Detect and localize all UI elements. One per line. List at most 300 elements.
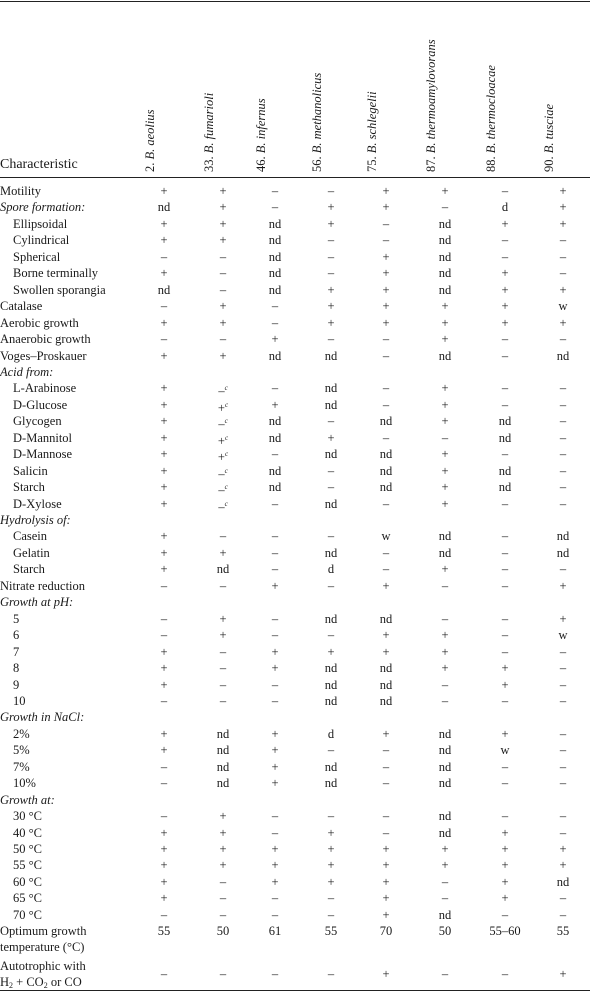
table-cell: [425, 726, 465, 742]
row-label-text: 8: [13, 661, 20, 676]
table-cell: [485, 578, 525, 594]
cell-value: –: [559, 743, 567, 758]
column-header-8: [542, 104, 556, 172]
label-fragment: or CO: [47, 975, 82, 990]
row-label-text: Casein: [13, 529, 48, 544]
row-label: [13, 660, 19, 676]
row-label-text: 55 °C: [13, 858, 42, 873]
row-label-text: Nitrate reduction: [0, 578, 86, 593]
table-cell: [425, 825, 465, 841]
cell-value: nd: [379, 414, 393, 429]
species-name: B. methanolicus: [310, 72, 324, 157]
row-label: [0, 331, 91, 347]
table-cell: [255, 825, 295, 841]
cell-value: +: [501, 282, 509, 297]
table-cell: [311, 282, 351, 298]
table-cell: [425, 479, 465, 495]
table-cell: [485, 644, 525, 660]
table-cell: [425, 644, 465, 660]
row-label: [13, 216, 67, 232]
table-cell: [203, 907, 243, 923]
cell-value: –: [218, 384, 225, 399]
cell-value: +: [219, 611, 227, 626]
column-header-7: [484, 65, 498, 172]
cell-value: –: [327, 249, 335, 264]
cell-value: +: [219, 315, 227, 330]
table-cell: [485, 874, 525, 890]
table-cell: [485, 726, 525, 742]
cell-value: +: [382, 578, 390, 593]
table-cell: [144, 397, 184, 413]
row-label: [13, 825, 42, 841]
table-cell: [425, 380, 465, 396]
cell-value: –: [160, 907, 168, 922]
table-cell: [543, 315, 583, 331]
footnote-marker: c: [224, 450, 229, 459]
table-cell: [144, 890, 184, 906]
table-cell: [311, 907, 351, 923]
cell-value: –: [501, 447, 509, 462]
table-cell: [485, 693, 525, 709]
table-cell: [485, 282, 525, 298]
cell-value: nd: [324, 677, 338, 692]
table-cell: [366, 561, 406, 577]
table-cell: [255, 199, 295, 215]
table-cell: [203, 578, 243, 594]
cell-value: –: [382, 332, 390, 347]
table-cell: [425, 463, 465, 479]
cell-value: +: [271, 397, 279, 412]
cell-value: +: [160, 529, 168, 544]
cell-value: +: [559, 578, 567, 593]
table-cell: [366, 183, 406, 199]
footnote-marker: c: [224, 466, 228, 475]
table-cell: [311, 857, 351, 873]
row-label: [13, 528, 47, 544]
cell-value: nd: [438, 216, 452, 231]
table-cell: [255, 578, 295, 594]
table-cell: [255, 298, 295, 314]
cell-value: –: [271, 184, 279, 198]
cell-value: –: [382, 562, 390, 577]
cell-value: –: [382, 233, 390, 248]
cell-value: nd: [268, 348, 282, 363]
table-cell: [311, 430, 351, 446]
cell-value: +: [382, 842, 390, 856]
table-cell: [311, 397, 351, 413]
row-label-text: 9: [13, 677, 20, 692]
row-label-text: 40 °C: [13, 825, 42, 840]
table-cell: [485, 249, 525, 265]
table-cell: [543, 627, 583, 643]
cell-value: –: [501, 693, 509, 708]
table-cell: [144, 561, 184, 577]
table-cell: [366, 874, 406, 890]
column-number: 33.: [202, 156, 216, 172]
cell-value: nd: [438, 233, 452, 248]
stereo-prefix: D-: [13, 397, 27, 412]
cell-value: +: [382, 891, 390, 906]
cell-value: –: [501, 184, 509, 198]
species-name: B. infernus: [254, 98, 268, 157]
footnote-marker: c: [224, 499, 228, 508]
table-cell: [543, 397, 583, 413]
table-cell: [543, 446, 583, 462]
cell-value: –: [501, 348, 509, 363]
table-cell: [311, 496, 351, 512]
table-cell: [543, 232, 583, 248]
table-cell: [311, 528, 351, 544]
table-cell: [485, 380, 525, 396]
cell-value: –: [559, 414, 567, 429]
table-cell: [311, 759, 351, 775]
cell-value: –: [559, 825, 567, 840]
table-cell: [311, 380, 351, 396]
row-label-text: 60 °C: [13, 874, 42, 889]
cell-value: nd: [438, 545, 452, 560]
table-cell: [485, 496, 525, 512]
cell-value: +: [441, 480, 449, 495]
cell-value: –: [559, 562, 567, 577]
table-cell: [144, 545, 184, 561]
table-cell: [543, 578, 583, 594]
cell-value: d: [327, 726, 335, 741]
cell-value: nd: [268, 430, 282, 445]
table-cell: [144, 265, 184, 281]
table-cell: [311, 561, 351, 577]
table-cell: [485, 759, 525, 775]
row-label-text: Anaerobic growth: [0, 332, 91, 347]
cell-value: –: [382, 759, 390, 774]
table-cell: [144, 216, 184, 232]
column-number: 2.: [143, 162, 157, 172]
table-cell: [203, 249, 243, 265]
cell-value: –: [382, 348, 390, 363]
table-cell: [366, 545, 406, 561]
table-cell: [485, 479, 525, 495]
cell-value: +: [160, 644, 168, 659]
cell-value: –: [559, 266, 567, 281]
cell-value: –: [160, 332, 168, 347]
table-cell: [366, 315, 406, 331]
cell-value: +: [327, 430, 335, 445]
cell-value: +: [160, 496, 168, 511]
cell-value: d: [327, 562, 335, 577]
cell-value: +: [382, 184, 390, 198]
table-cell: [425, 677, 465, 693]
cell-value: nd: [324, 381, 338, 396]
cell-value: +: [559, 216, 567, 231]
table-cell: [311, 677, 351, 693]
characteristic-column-header: Characteristic: [0, 157, 78, 172]
table-cell: [485, 825, 525, 841]
table-cell: [144, 496, 184, 512]
table-cell: [311, 199, 351, 215]
row-label: [13, 380, 76, 396]
table-cell: [485, 808, 525, 824]
table-cell: [311, 232, 351, 248]
table-cell: [311, 578, 351, 594]
table-cell: [144, 298, 184, 314]
table-cell: [425, 315, 465, 331]
cell-value: –: [219, 578, 227, 593]
cell-value: +: [559, 842, 567, 856]
cell-value: +: [441, 644, 449, 659]
cell-value: nd: [268, 480, 282, 495]
cell-value: nd: [157, 282, 171, 297]
table-cell: [543, 644, 583, 660]
table-cell: [485, 315, 525, 331]
table-cell: [543, 183, 583, 199]
cell-value: –: [501, 907, 509, 922]
cell-value: +: [271, 874, 279, 889]
cell-value: –: [271, 299, 279, 314]
table-cell: [144, 660, 184, 676]
row-label-text: Salicin: [13, 463, 48, 478]
cell-value: +: [271, 661, 279, 676]
cell-value: +: [160, 430, 168, 445]
cell-value: –: [441, 677, 449, 692]
cell-value: –: [501, 578, 509, 593]
table-cell: [543, 561, 583, 577]
cell-value: +: [559, 858, 567, 873]
table-cell: [255, 759, 295, 775]
cell-value: –: [219, 907, 227, 922]
table-cell: [485, 216, 525, 232]
row-label: [13, 775, 36, 791]
table-cell: [144, 742, 184, 758]
table-cell: [144, 479, 184, 495]
table-cell: [144, 726, 184, 742]
table-cell: [485, 298, 525, 314]
table-cell: [203, 331, 243, 347]
row-label: [13, 496, 62, 512]
table-cell: 55: [556, 924, 570, 939]
table-cell: [255, 841, 295, 857]
table-cell: [425, 611, 465, 627]
stereo-prefix: L-: [13, 381, 25, 396]
table-cell: [543, 298, 583, 314]
cell-value: –: [559, 759, 567, 774]
cell-value: –: [559, 776, 567, 791]
cell-value: –: [327, 628, 335, 643]
row-label: [0, 298, 42, 314]
cell-value: +: [559, 315, 567, 330]
table-cell: [203, 841, 243, 857]
cell-value: +: [271, 743, 279, 758]
cell-value: –: [160, 578, 168, 593]
table-cell: [543, 265, 583, 281]
cell-value: nd: [216, 759, 230, 774]
cell-value: nd: [157, 200, 171, 215]
table-cell: [366, 249, 406, 265]
table-cell: [203, 857, 243, 873]
table-cell: [366, 890, 406, 906]
table-cell: [255, 627, 295, 643]
cell-value: +: [559, 200, 567, 215]
table-cell: [311, 315, 351, 331]
row-label: [13, 857, 42, 873]
column-number: 56.: [310, 156, 324, 172]
cell-value: –: [559, 397, 567, 412]
table-cell: [144, 331, 184, 347]
row-label: [13, 611, 19, 627]
table-cell: [366, 825, 406, 841]
cell-value: +: [382, 282, 390, 297]
cell-value: +: [219, 348, 227, 363]
table-cell: [425, 183, 465, 199]
table-cell: [311, 265, 351, 281]
table-cell: [255, 874, 295, 890]
table-cell: 55: [157, 924, 171, 939]
cell-value: –: [501, 381, 509, 396]
table-cell: [144, 677, 184, 693]
table-cell: [543, 907, 583, 923]
column-header-1: [143, 110, 157, 173]
cell-value: –: [559, 661, 567, 676]
cell-value: –: [327, 414, 335, 429]
cell-value: +: [219, 233, 227, 248]
table-cell: 61: [268, 924, 282, 939]
cell-value: –: [219, 529, 227, 544]
row-label-text: 5: [13, 611, 20, 626]
table-cell: [203, 742, 243, 758]
cell-value: –: [327, 480, 335, 495]
table-cell: [255, 232, 295, 248]
row-label: [13, 545, 50, 561]
row-label-text: 10: [13, 693, 26, 708]
row-label-text: Mannitol: [26, 430, 73, 445]
table-cell: [543, 282, 583, 298]
row-label-text: Voges–Proskauer: [0, 348, 87, 363]
cell-value: +: [382, 628, 390, 643]
table-cell: [144, 183, 184, 199]
table-cell: [144, 348, 184, 364]
cell-value: +: [327, 282, 335, 297]
cell-value: w: [381, 529, 391, 544]
table-cell: [425, 282, 465, 298]
cell-value: +: [160, 397, 168, 412]
cell-value: –: [218, 417, 225, 432]
cell-value: –: [382, 743, 390, 758]
cell-value: +: [382, 299, 390, 314]
table-cell: [485, 561, 525, 577]
cell-value: –: [271, 628, 279, 643]
stereo-prefix: D-: [13, 447, 27, 462]
cell-value: nd: [379, 611, 393, 626]
row-label-text: Starch: [13, 480, 45, 495]
row-label-text: 50 °C: [13, 842, 42, 856]
cell-value: –: [327, 332, 335, 347]
table-cell: [144, 380, 184, 396]
cell-value: –: [160, 249, 168, 264]
cell-value: +: [382, 644, 390, 659]
cell-value: +: [327, 858, 335, 873]
table-cell: [543, 611, 583, 627]
cell-value: nd: [556, 874, 570, 889]
row-label-text: Xylose: [26, 496, 62, 511]
table-cell: [543, 890, 583, 906]
table-cell: [485, 660, 525, 676]
cell-value: –: [382, 496, 390, 511]
table-cell: [255, 413, 295, 429]
cell-value: nd: [438, 759, 452, 774]
cell-value: +: [501, 266, 509, 281]
cell-value: –: [441, 874, 449, 889]
table-cell: [366, 446, 406, 462]
table-cell: [203, 282, 243, 298]
table-cell: [543, 496, 583, 512]
cell-value: –: [382, 825, 390, 840]
cell-value: nd: [438, 809, 452, 824]
table-cell: [203, 890, 243, 906]
table-cell: [485, 611, 525, 627]
table-cell: [255, 561, 295, 577]
cell-value: +: [160, 414, 168, 429]
cell-value: +: [501, 891, 509, 906]
cell-value: –: [501, 759, 509, 774]
row-label-text: 7: [13, 644, 20, 659]
column-number: 87.: [424, 156, 438, 172]
table-cell: [366, 265, 406, 281]
table-cell: [255, 265, 295, 281]
cell-value: –: [559, 332, 567, 347]
cell-value: +: [501, 216, 509, 231]
table-cell: [425, 660, 465, 676]
table-cell: [144, 430, 184, 446]
table-cell: [485, 677, 525, 693]
cell-value: +: [501, 874, 509, 889]
species-name: B. thermocloacae: [484, 65, 498, 157]
cell-value: +: [160, 545, 168, 560]
table-bottom-rule: [0, 990, 590, 991]
table-cell: +: [382, 967, 390, 982]
row-label-continued: temperature (°C): [0, 940, 85, 955]
row-label: [13, 413, 62, 429]
table-cell: [425, 528, 465, 544]
table-cell: [144, 857, 184, 873]
cell-value: +: [382, 907, 390, 922]
row-label: [0, 183, 41, 199]
table-cell: [311, 446, 351, 462]
table-cell: 50: [216, 924, 230, 939]
table-cell: [543, 528, 583, 544]
table-cell: [485, 413, 525, 429]
cell-value: –: [327, 743, 335, 758]
cell-value: +: [501, 299, 509, 314]
table-cell: [543, 677, 583, 693]
cell-value: nd: [379, 661, 393, 676]
cell-value: +: [382, 266, 390, 281]
table-cell: [425, 216, 465, 232]
table-cell: [311, 331, 351, 347]
column-number: 46.: [254, 156, 268, 172]
cell-value: +: [501, 661, 509, 676]
cell-value: nd: [498, 414, 512, 429]
cell-value: –: [160, 611, 168, 626]
cell-value: –: [219, 282, 227, 297]
cell-value: nd: [438, 282, 452, 297]
table-cell: [203, 315, 243, 331]
table-cell: [366, 397, 406, 413]
cell-value: –: [559, 891, 567, 906]
table-cell: [255, 216, 295, 232]
table-cell: [311, 742, 351, 758]
cell-value: –: [441, 200, 449, 215]
row-label: [13, 282, 106, 298]
table-cell: [366, 479, 406, 495]
table-cell: [425, 775, 465, 791]
